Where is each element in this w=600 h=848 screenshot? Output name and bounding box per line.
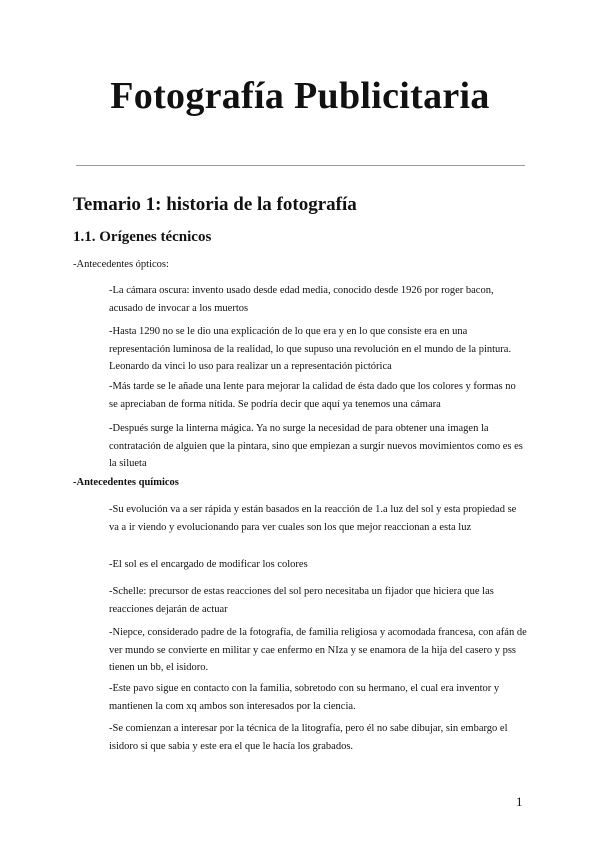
paragraph-magic-lantern: -Después surge la linterna mágica. Ya no surge la necesidad de para obtener una imagen la contratación de alguien que la pintara, sino que empiezan a surgir nuevos movimientos como es es la silueta (109, 423, 523, 469)
chemical-antecedents-label: -Antecedentes químicos (73, 477, 179, 488)
paragraph-lens: -Más tarde se le añade una lente para mejorar la calidad de ésta dado que los colores y formas no se apreciaban de forma nítida. Se podría decir que aquí ya tenemos una cámara (109, 381, 516, 410)
paragraph-brother: -Este pavo sigue en contacto con la familia, sobretodo con su hermano, el cual era inventor y mantienen la com xq ambos son interesados por la ciencia. (109, 683, 500, 712)
paragraph-niepce: -Niepce, considerado padre de la fotografía, de familia religiosa y acomodada francesa, con afán de ver mundo se convierte en militar y cae enfermo en NIza y se enamora de la hija del casero y pss tienen un bb, el isidoro. (109, 627, 527, 673)
paragraph-sun-colors: -El sol es el encargado de modificar los colores (109, 559, 308, 570)
optical-antecedents-label: -Antecedentes ópticos: (73, 259, 169, 270)
paragraph-lithography: -Se comienzan a interesar por la técnica de la litografía, pero él no sabe dibujar, sin embargo el isidoro si que sabia y este era el que le hacía los grabados. (109, 723, 508, 752)
topic-heading: Temario 1: historia de la fotografía (73, 194, 357, 215)
paragraph-explanation: -Hasta 1290 no se le dio una explicación de lo que era y en lo que consiste era en una representación luminosa de la realidad, lo que supuso una revolución en el mundo de la pintura. Leonardo da vinci lo uso para realizar un a representación pictórica (109, 326, 512, 372)
paragraph-light-reaction: -Su evolución va a ser rápida y están basados en la reacción de 1.a luz del sol y esta propiedad se va a ir viendo y evolucionando para ver cuales son los que mejor reaccionan a esta luz (109, 504, 517, 533)
section-heading: 1.1. Orígenes técnicos (73, 229, 212, 245)
title-divider (76, 165, 525, 166)
page-number: 1 (516, 794, 523, 809)
paragraph-schelle: -Schelle: precursor de estas reacciones del sol pero necesitaba un fijador que hiciera que las reacciones dejarán de actuar (109, 586, 494, 615)
document-title: Fotografía Publicitaria (110, 75, 490, 117)
paragraph-camera-obscura: -La cámara oscura: invento usado desde edad media, conocido desde 1926 por roger bacon, acusado de invocar a los muertos (109, 285, 494, 314)
